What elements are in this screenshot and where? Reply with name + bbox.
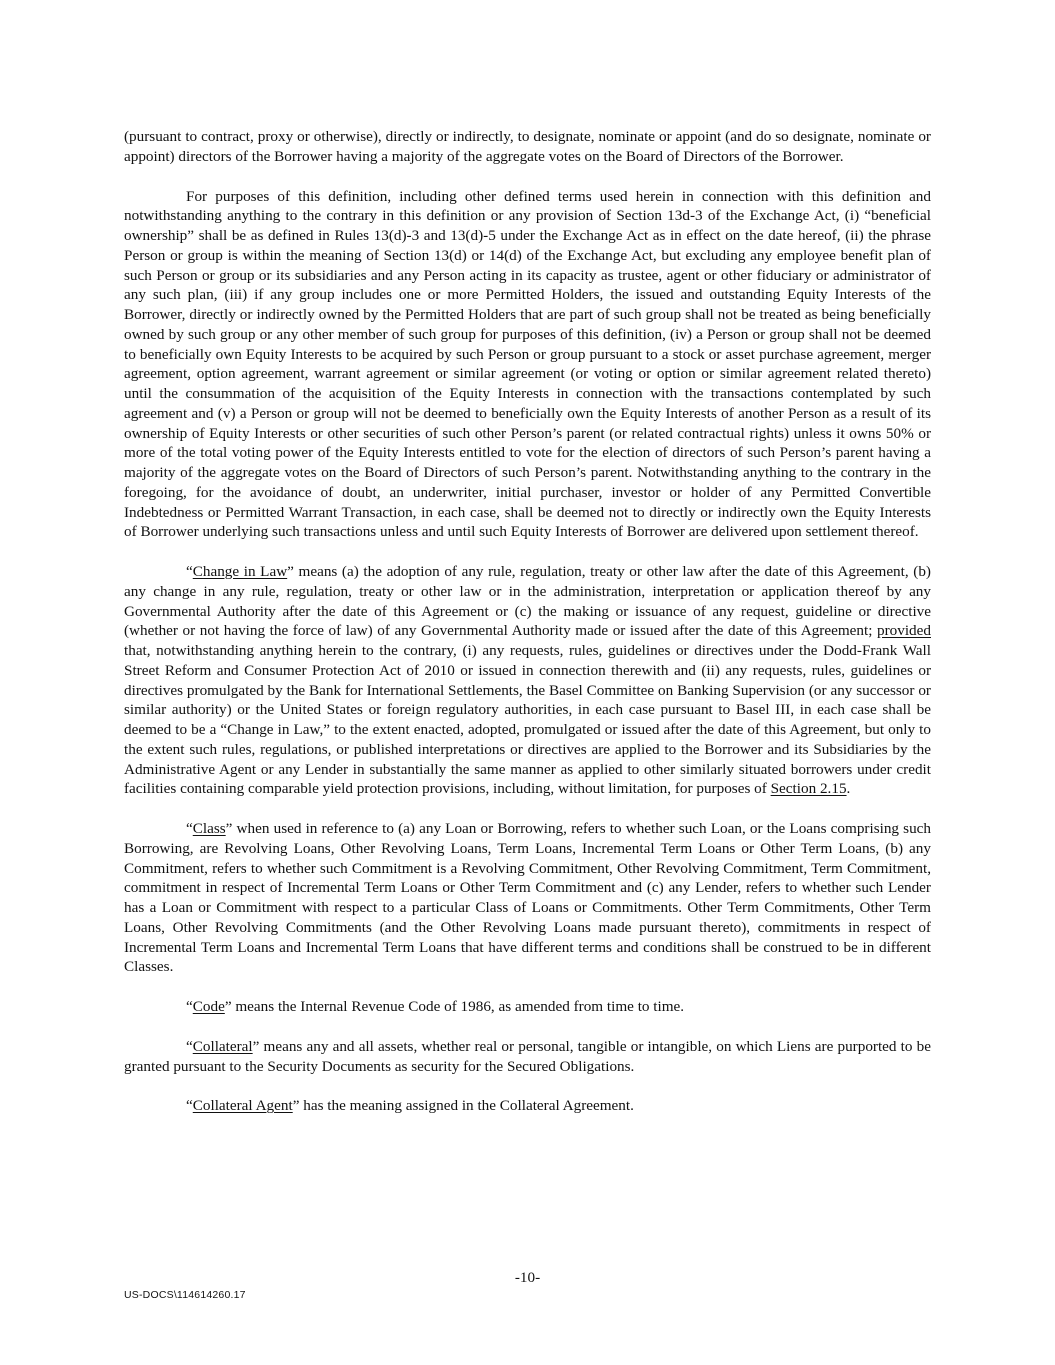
provided-term: provided <box>877 622 931 640</box>
defined-term-code: Code <box>192 998 225 1015</box>
definition-class: “Class” when used in reference to (a) any Loan or Borrowing, refers to whether such Loan, or the Loans comprising such Borrowing, are Revolving Loans, Other Revolving Loans, Term Loans, Incremental Term Loans or Other Term Loans, (b) any Commitment, refers to whether such Commitment is a Revolving Commitment, Other Revolving Commitment, Term Commitment, commitment in respect of Incremental Term Loans or Other Term Commitment and (c) any Lender, refers to whether such Lender has a Loan or Commitment with respect to a particular Class of Loans or Commitments. Other Term Commitments, Other Term Loans, Other Revolving Commitments (and the Other Revolving Loans made pursuant thereto), commitments in respect of Incremental Term Loans and Incremental Term Loans that have different terms and conditions shall be construed to be in different Classes. <box>124 820 931 976</box>
definition-collateral: “Collateral” means any and all assets, whether real or personal, tangible or intangible, on which Liens are purported to be granted pursuant to the Security Documents as security for the Secured Obligations. <box>124 1037 931 1075</box>
definition-change-in-law: “Change in Law” means (a) the adoption of any rule, regulation, treaty or other law after the date of this Agreement, (b) any change in any rule, regulation, treaty or other law or in the administration, interpretation or application thereof by any Governmental Authority after the date of this Agreement or (c) the making or issuance of any request, guideline or directive (whether or not having the force of law) of any Governmental Authority made or issued after the date of this Agreement; provided that, notwithstanding anything herein to the contrary, (i) any requests, rules, guidelines or directives under the Dodd-Frank Wall Street Reform and Consumer Protection Act of 2010 or issued in connection therewith and (ii) any requests, rules, guidelines or directives promulgated by the Bank for International Settlements, the Basel Committee on Banking Supervision (or any successor or similar authority) or the United States or foreign regulatory authorities, in each case pursuant to Basel III, in each case shall be deemed to be a “Change in Law,” to the extent enacted, adopted, promulgated or issued after the date of this Agreement, but only to the extent such rules, regulations, or published interpretations or directives are applied to the Borrower and its Subsidiaries by the Administrative Agent or any Lender in substantially the same manner as applied to other similarly situated borrowers under credit facilities containing comparable yield protection provisions, including, without limitation, for purposes of Section 2.15. <box>124 563 931 798</box>
document-id: US-DOCS\114614260.17 <box>124 1289 246 1301</box>
paragraph-continuation: (pursuant to contract, proxy or otherwise), directly or indirectly, to designate, nominate or appoint (and do so designate, nominate or appoint) directors of the Borrower having a majority of the aggregate votes on the Board of Directors of the Borrower. <box>124 128 931 165</box>
definition-code: “Code” means the Internal Revenue Code of 1986, as amended from time to time. <box>186 998 685 1015</box>
definition-collateral-agent: “Collateral Agent” has the meaning assigned in the Collateral Agreement. <box>186 1097 634 1115</box>
defined-term-collateral: Collateral <box>192 1037 253 1055</box>
page-number: -10- <box>514 1269 541 1286</box>
section-reference: Section 2.15 <box>770 780 847 798</box>
defined-term-change-in-law: Change in Law <box>192 563 288 580</box>
defined-term-class: Class <box>192 820 226 837</box>
paragraph-beneficial-ownership: For purposes of this definition, including other defined terms used herein in connection with this definition and notwithstanding anything to the contrary in this definition or any provision of Section 13d-3 of the Exchange Act, (i) “beneficial ownership” shall be as defined in Rules 13(d)-3 and 13(d)-5 under the Exchange Act as in effect on the date hereof, (ii) the phrase Person or group is within the meaning of Section 13(d) or 14(d) of the Exchange Act, but excluding any employee benefit plan of such Person or group or its subsidiaries and any Person acting in its capacity as trustee, agent or other fiduciary or administrator of any such plan, (iii) if any group includes one or more Permitted Holders, the issued and outstanding Equity Interests of the Borrower, directly or indirectly owned by the Permitted Holders that are part of such group shall not be treated as being beneficially owned by such group or any other member of such group for purposes of this definition, (iv) a Person or group shall not be deemed to beneficially own Equity Interests to be acquired by such Person or group pursuant to a stock or asset purchase agreement, merger agreement, option agreement, warrant agreement or similar agreement (or voting or option or similar agreement related thereto) until the consummation of the acquisition of the Equity Interests in connection with the transactions contemplated by such agreement and (v) a Person or group will not be deemed to beneficially own the Equity Interests of another Person as a result of its ownership of Equity Interests or other securities of such other Person’s parent (or related contractual rights) unless it owns 50% or more of the total voting power of the Equity Interests entitled to vote for the election of directors of such Person’s parent having a majority of the aggregate votes on the Board of Directors of such Person’s parent. Notwithstanding anything to the contrary in the foregoing, for the avoidance of doubt, an underwriter, initial purchaser, investor or holder of any Permitted Convertible Indebtedness or Permitted Warrant Transaction, in each case, shall be deemed not to directly or indirectly own the Equity Interests of Borrower underlying such transactions unless and until such Equity Interests of Borrower are delivered upon settlement thereof. <box>124 187 931 541</box>
defined-term-collateral-agent: Collateral Agent <box>192 1097 293 1115</box>
document-body <box>124 127 931 1136</box>
